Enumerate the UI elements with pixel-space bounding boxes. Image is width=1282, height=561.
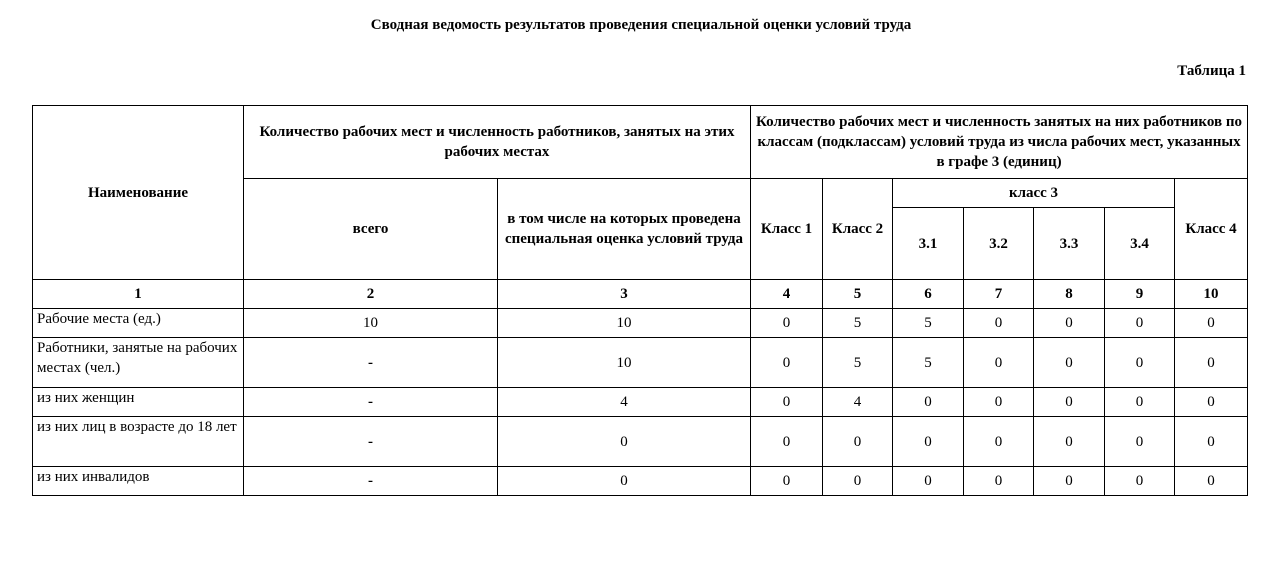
- cell: 0: [964, 338, 1034, 388]
- cell: -: [244, 417, 498, 467]
- header-total: всего: [244, 179, 498, 280]
- column-number-row: [33, 280, 1248, 309]
- header-classes-group: Количество рабочих мест и численность занятых на них работников по классам (подклассам) условий труда из числа рабочих мест, указанных в графе 3 (единиц): [751, 106, 1248, 179]
- header-class-1: Класс 1: [751, 179, 823, 280]
- cell: 0: [751, 467, 823, 496]
- cell: 4: [498, 388, 751, 417]
- cell: 0: [1105, 338, 1175, 388]
- cell: 0: [964, 388, 1034, 417]
- cell: 0: [1175, 338, 1248, 388]
- cell: 5: [893, 338, 964, 388]
- cell: 10: [498, 338, 751, 388]
- row-name: Работники, занятые на рабочих местах (чел.): [33, 338, 244, 388]
- row-name: из них лиц в возрасте до 18 лет: [33, 417, 244, 467]
- header-class-3: класс 3: [893, 179, 1175, 208]
- cell: 5: [823, 309, 893, 338]
- column-number: 3: [498, 280, 751, 309]
- cell: -: [244, 388, 498, 417]
- cell: 0: [1105, 417, 1175, 467]
- table-row: [33, 338, 1248, 388]
- cell: 0: [498, 467, 751, 496]
- results-table: [32, 105, 1248, 496]
- cell: 0: [823, 467, 893, 496]
- cell: 0: [1105, 309, 1175, 338]
- cell: 0: [1175, 467, 1248, 496]
- header-class-2: Класс 2: [823, 179, 893, 280]
- cell: 0: [893, 417, 964, 467]
- header-subclass-3-2: 3.2: [964, 208, 1034, 280]
- cell: 0: [1175, 309, 1248, 338]
- cell: 0: [751, 338, 823, 388]
- header-subclass-3-1: 3.1: [893, 208, 964, 280]
- document-title: Сводная ведомость результатов проведения специальной оценки условий труда: [370, 17, 912, 33]
- cell: -: [244, 467, 498, 496]
- cell: -: [244, 338, 498, 388]
- cell: 0: [964, 417, 1034, 467]
- cell: 0: [893, 388, 964, 417]
- cell: 0: [1034, 338, 1105, 388]
- cell: 0: [1034, 467, 1105, 496]
- cell: 0: [1034, 417, 1105, 467]
- table-row: [33, 388, 1248, 417]
- row-name: из них инвалидов: [33, 467, 244, 496]
- cell: 0: [964, 309, 1034, 338]
- cell: 0: [751, 388, 823, 417]
- cell: 5: [823, 338, 893, 388]
- column-number: 1: [33, 280, 244, 309]
- column-number: 7: [964, 280, 1034, 309]
- table-label: Таблица 1: [1177, 63, 1246, 79]
- cell: 0: [823, 417, 893, 467]
- column-number: 9: [1105, 280, 1175, 309]
- column-number: 10: [1175, 280, 1248, 309]
- header-class-4: Класс 4: [1175, 179, 1248, 280]
- row-name: из них женщин: [33, 388, 244, 417]
- cell: 0: [751, 417, 823, 467]
- cell: 0: [1105, 388, 1175, 417]
- column-number: 5: [823, 280, 893, 309]
- cell: 0: [893, 467, 964, 496]
- column-number: 2: [244, 280, 498, 309]
- cell: 10: [498, 309, 751, 338]
- header-subclass-3-4: 3.4: [1105, 208, 1175, 280]
- column-number: 4: [751, 280, 823, 309]
- header-assessed: в том числе на которых проведена специальная оценка условий труда: [498, 179, 751, 280]
- table-row: [33, 309, 1248, 338]
- column-number: 6: [893, 280, 964, 309]
- cell: 10: [244, 309, 498, 338]
- cell: 0: [1105, 467, 1175, 496]
- cell: 0: [964, 467, 1034, 496]
- column-number: 8: [1034, 280, 1105, 309]
- cell: 0: [1175, 417, 1248, 467]
- row-name: Рабочие места (ед.): [33, 309, 244, 338]
- table-row: [33, 467, 1248, 496]
- cell: 0: [1034, 309, 1105, 338]
- cell: 0: [1175, 388, 1248, 417]
- header-name: Наименование: [33, 106, 244, 280]
- header-subclass-3-3: 3.3: [1034, 208, 1105, 280]
- cell: 4: [823, 388, 893, 417]
- table-row: [33, 417, 1248, 467]
- cell: 0: [1034, 388, 1105, 417]
- cell: 5: [893, 309, 964, 338]
- cell: 0: [751, 309, 823, 338]
- cell: 0: [498, 417, 751, 467]
- header-workplaces-group: Количество рабочих мест и численность работников, занятых на этих рабочих местах: [244, 106, 751, 179]
